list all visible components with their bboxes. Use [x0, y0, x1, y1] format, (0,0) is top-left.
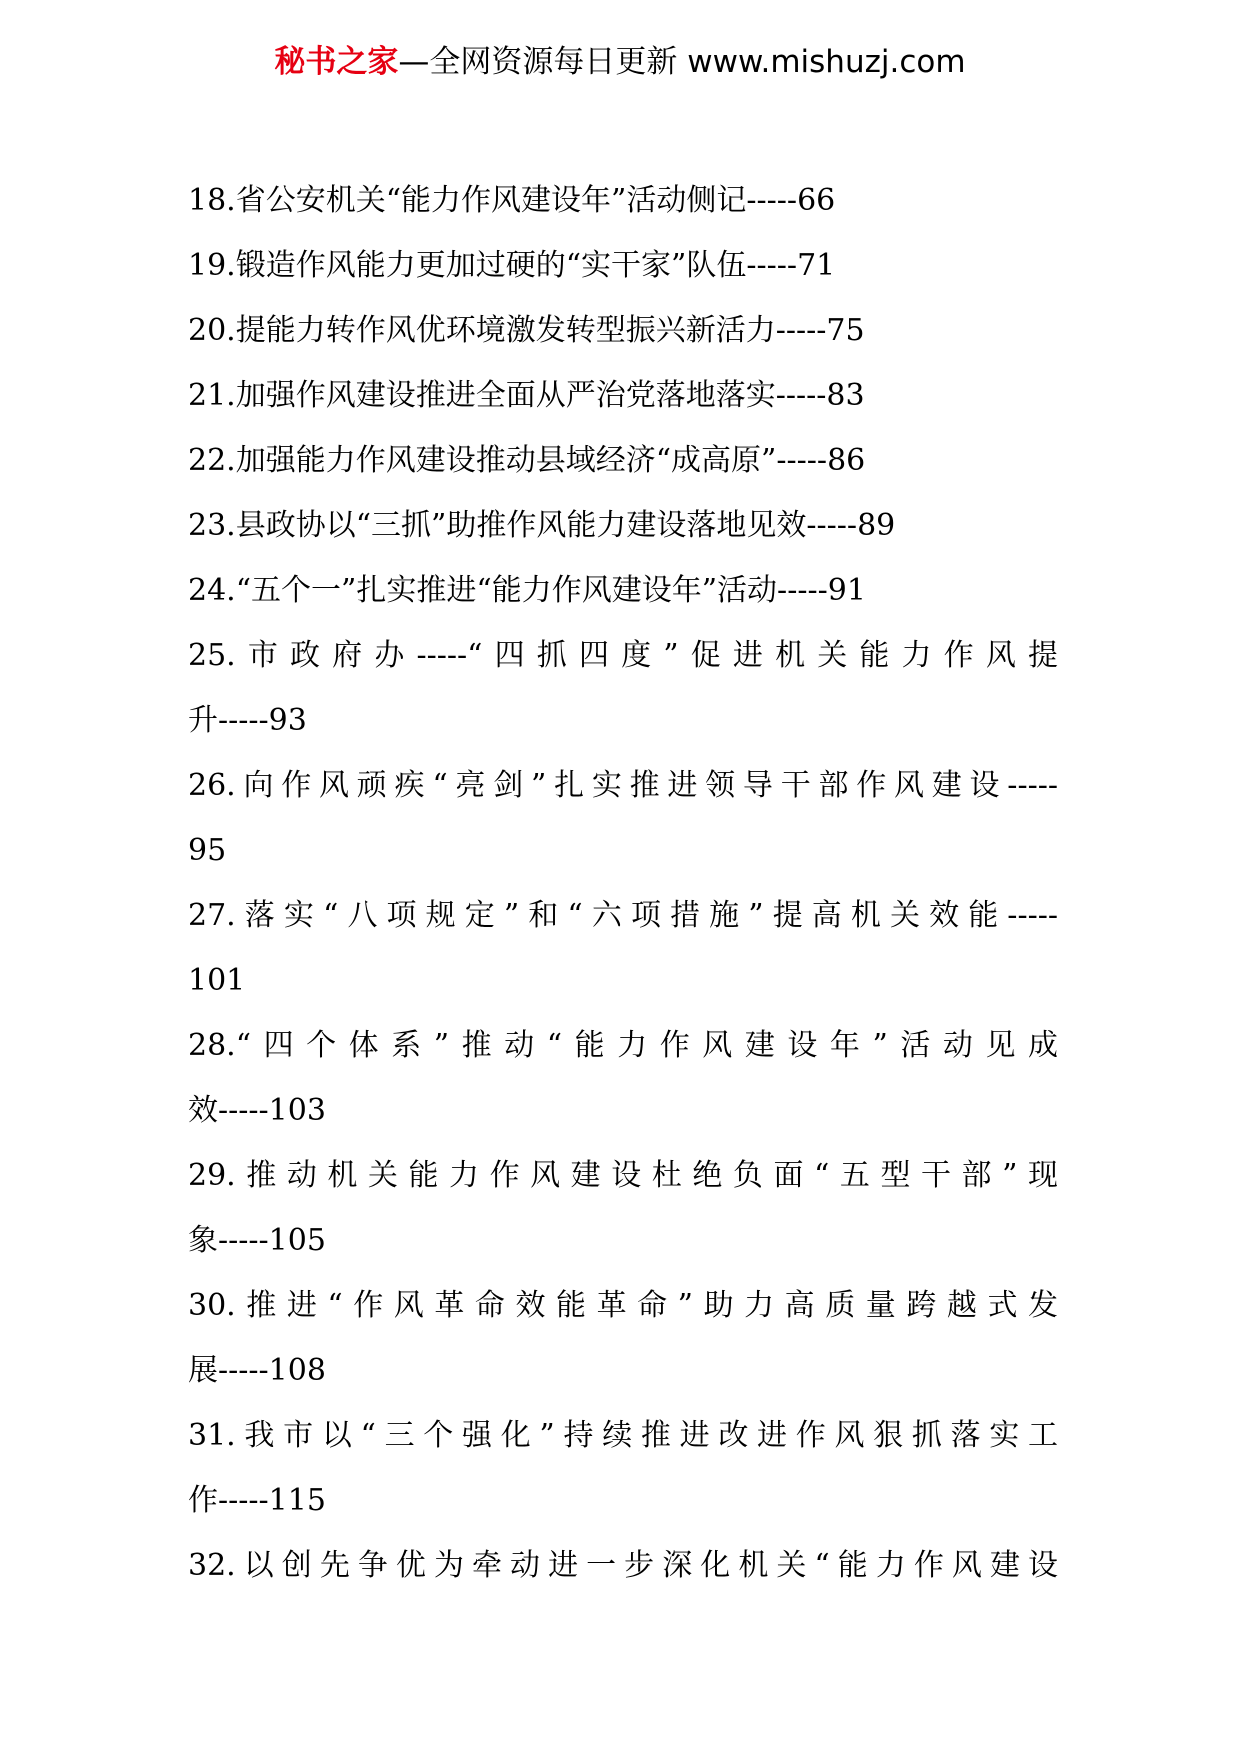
toc-entry-21: 21.加强作风建设推进全面从严治党落地落实-----83	[188, 378, 865, 413]
toc-entry-27: 27.落实“八项规定”和“六项措施”提高机关效能-----	[188, 898, 1058, 933]
toc-entry-25-cont: 升-----93	[188, 703, 307, 738]
toc-entry-28: 28.“四个体系”推动“能力作风建设年”活动见成	[188, 1028, 1058, 1063]
toc-entry-32: 32.以创先争优为牵动进一步深化机关“能力作风建设	[188, 1548, 1058, 1583]
toc-entry-29: 29.推动机关能力作风建设杜绝负面“五型干部”现	[188, 1158, 1058, 1193]
toc-entry-22: 22.加强能力作风建设推动县域经济“成高原”-----86	[188, 443, 866, 478]
toc-entry-31-cont: 作-----115	[188, 1483, 326, 1518]
brand-name: 秘书之家	[274, 44, 399, 80]
toc-entry-27-cont: 101	[188, 963, 246, 998]
toc-entry-25: 25.市政府办-----“四抓四度”促进机关能力作风提	[188, 638, 1058, 673]
header-tagline: —全网资源每日更新 www.mishuzj.com	[398, 44, 966, 80]
toc-entry-18: 18.省公安机关“能力作风建设年”活动侧记-----66	[188, 183, 836, 218]
toc-entry-30: 30.推进“作风革命效能革命”助力高质量跨越式发	[188, 1288, 1058, 1323]
toc-entry-19: 19.锻造作风能力更加过硬的“实干家”队伍-----71	[188, 248, 836, 283]
toc-entry-24: 24.“五个一”扎实推进“能力作风建设年”活动-----91	[188, 573, 866, 608]
toc-entry-26: 26.向作风顽疾“亮剑”扎实推进领导干部作风建设-----	[188, 768, 1058, 803]
toc-entry-20: 20.提能力转作风优环境激发转型振兴新活力-----75	[188, 313, 865, 348]
toc-entry-30-cont: 展-----108	[188, 1353, 326, 1388]
toc-entry-28-cont: 效-----103	[188, 1093, 326, 1128]
table-of-contents	[188, 168, 1058, 1598]
toc-entry-26-cont: 95	[188, 833, 227, 868]
toc-entry-31: 31.我市以“三个强化”持续推进改进作风狠抓落实工	[188, 1418, 1058, 1453]
page-header	[0, 40, 1240, 84]
toc-entry-29-cont: 象-----105	[188, 1223, 326, 1258]
toc-entry-23: 23.县政协以“三抓”助推作风能力建设落地见效-----89	[188, 508, 896, 543]
